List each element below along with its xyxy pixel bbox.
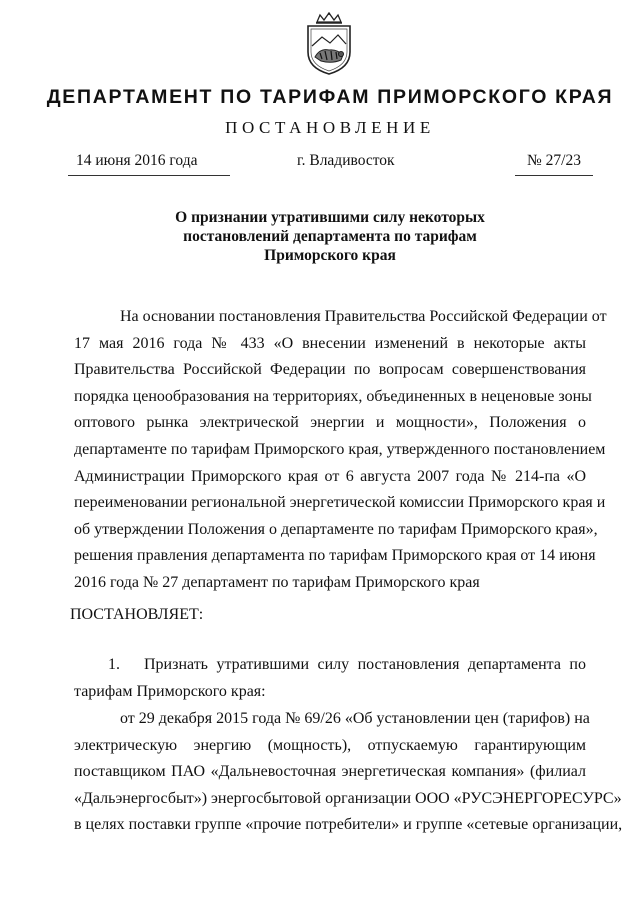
number-underline <box>515 175 593 176</box>
document-number: № 27/23 <box>527 152 581 169</box>
text-line: в целях поставки группе «прочие потребители» и группе «сетевые организации, <box>74 816 623 834</box>
text-line: 2016 года № 27 департамент по тарифам Приморского края <box>74 573 480 591</box>
coat-of-arms-icon <box>302 12 356 76</box>
text-line: департаменте по тарифам Приморского края, утвержденного постановлением <box>74 440 606 458</box>
text-line: решения правления департамента по тарифам Приморского края от 14 июня <box>74 547 596 565</box>
item-1-paragraph <box>74 652 586 705</box>
document-type: ПОСТАНОВЛЕНИЕ <box>225 118 435 137</box>
item-1-subparagraph <box>74 706 623 839</box>
text-line: 17 мая 2016 года № 433 «О внесении изменений в некоторые акты <box>74 334 586 352</box>
text-line: электрическую энергию (мощность), отпускаемую гарантирующим <box>74 736 586 754</box>
document-subject <box>120 208 540 265</box>
item-text: Признать утратившими силу постановления департамента по <box>144 656 586 673</box>
document-city: г. Владивосток <box>297 152 395 169</box>
preamble-paragraph <box>74 304 607 597</box>
resolves-heading: ПОСТАНОВЛЯЕТ: <box>70 606 204 623</box>
text-line <box>74 652 586 679</box>
text-line: об утверждении Положения о департаменте по тарифам Приморского края», <box>74 520 598 538</box>
text-line: «Дальэнергосбыт») энергосбытовой организации ООО «РУСЭНЕРГОРЕСУРС» <box>74 789 622 807</box>
department-title: ДЕПАРТАМЕНТ ПО ТАРИФАМ ПРИМОРСКОГО КРАЯ <box>46 86 614 108</box>
text-line: поставщиком ПАО «Дальневосточная энергетическая компания» (филиал <box>74 763 586 781</box>
text-line: Правительства Российской Федерации по вопросам совершенствования <box>74 361 586 379</box>
document-date: 14 июня 2016 года <box>76 152 198 169</box>
subject-line: постановлений департамента по тарифам <box>183 228 477 245</box>
text-line: переименовании региональной энергетической комиссии Приморского края и <box>74 494 606 512</box>
text-line: тарифам Приморского края: <box>74 682 266 700</box>
text-line: На основании постановления Правительства Российской Федерации от <box>120 308 607 325</box>
text-line: от 29 декабря 2015 года № 69/26 «Об установлении цен (тарифов) на <box>120 710 590 727</box>
text-line: порядка ценообразования на территориях, объединенных в неценовые зоны <box>74 387 592 405</box>
date-underline <box>68 175 230 176</box>
subject-line: О признании утратившими силу некоторых <box>175 209 485 226</box>
text-line: Администрации Приморского края от 6 августа 2007 года № 214-па «О <box>74 467 586 485</box>
text-line: оптового рынка электрической энергии и мощности», Положения о <box>74 414 586 432</box>
item-number: 1. <box>108 656 120 673</box>
subject-line: Приморского края <box>264 247 396 264</box>
